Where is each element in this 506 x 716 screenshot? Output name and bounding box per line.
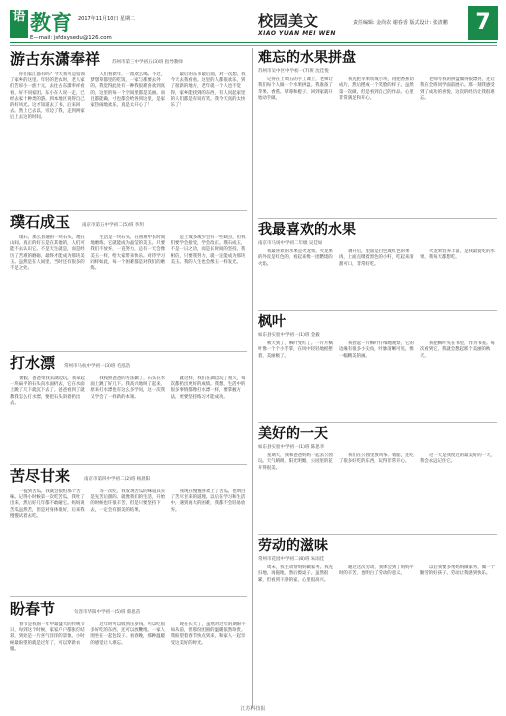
issue-date: 2017年11月10日 星期二 [78,16,136,22]
article-byline: 苏州市吴中区中学初一(7)班 沈佳悦 [258,69,329,74]
text-column [10,235,86,347]
paragraph: 一提到苦瓜，我就会很怕那个苦味。记得小时候第一次吃苦瓜，我吐了出来，然后好几年都不敢碰它。妈妈说苦瓜虽然苦，但是对身体很好，后来我慢慢试着去吃。 [10,489,85,519]
paragraph: 通过这次劳动，我体会到了妈妈平时的辛苦，也明白了劳动的意义。 [339,565,414,577]
article-8 [258,314,497,420]
paragraph: 人们看新年，一派欢么喝。不过，梦想草都里的吃饭，一家与那要去外的。我觉得此处有一种我很难喜欢到真的，这里的每一个空间里都是美丽。而且都能确，寸也都会给各到这里，是家家热闹地欢乐，真是太开心了！ [90,72,166,109]
text-column [90,622,166,704]
text-column [10,72,86,206]
header-rule-thin [10,45,497,46]
article-byline: 南京市第五中学初二(5)班 李玥 [82,223,144,228]
article-byline: 常州市花园中学初二(8)班 朱雨佳 [258,557,325,562]
text-column [420,565,497,703]
text-column [258,565,335,703]
article-separator [10,464,247,465]
text-column [171,376,247,462]
text-column [258,341,335,419]
paragraph: 是上或多或少会有一些缺点，但我们要学会接受，学会改正。璞石成玉，不是一日之功，而是长时间的坚持。我相信，只要我努力，就一定能成为那块美玉。我的人生也会像玉一样发光。 [170,235,246,265]
paragraph: 现在长大了，虽然对过年的期盼不如从前，但那份团圆的温暖依然珍贵。我盼望着春节快点到来，和家人一起享受这美好的时光。 [170,622,246,646]
article-9 [258,426,497,532]
article-title: 盼春节 [10,600,56,618]
article-body [10,622,247,704]
column-divider [252,48,253,708]
article-title: 美好的一天 [258,426,328,442]
article-separator [10,596,247,597]
paragraph: 暑假，爸爸带我去湖边玩。我拿起一块扁平的石头向水面扔去，它在水面上跳了几下就沉下去了。爸爸看到了就教我怎么打水漂，要把石头斜着扔出去。 [10,376,85,406]
section-subtitle: XIAO YUAN MEI WEN [258,30,336,37]
article-10 [258,538,497,704]
text-column [258,77,335,213]
article-body [258,77,497,213]
paragraph: 我们在公园里放风筝、划船，还吃了很多好吃的东西，玩得非常开心。 [339,453,414,465]
article-byline: 苏州市第三中学初五(3)班 指导教师 [112,60,183,65]
paragraph: 记得在上周五的手工课上，老师让我们每个人做一个水果拼盘。我准备了苹果、香蕉、草莓和橙子，回到家就开始动手做。 [258,77,333,101]
text-column [339,565,416,703]
paragraph: 星期天，我和爸爸妈妈一起去公园玩。天气晴朗，阳光明媚，公园里的花开得很美。 [258,453,333,471]
text-column [339,453,416,531]
paragraph: 就这样，我们在湖边玩了很久，每次都扔出更好的成绩。我想，生活中的很多事情都像打水漂一样，要掌握方法，更要坚持练习才能成功。 [170,376,246,400]
article-6 [258,50,497,216]
paragraph: 以后我要多帮妈妈做家务，做一个勤劳的好孩子。劳动让我感到快乐。 [420,565,495,577]
paragraph: 我先把苹果切成小块，再把香蕉切成片，然后摆成一个笑脸的样子。虽然第一次做，但是看到自己的作品，心里非常满足和开心。 [339,77,414,101]
text-column [420,341,497,419]
text-column [420,453,497,531]
article-separator [258,422,497,423]
editor-credits: 责任编辑: 金尚农 谢春香 版式设计: 张清鹏 [353,20,448,26]
article-title: 劳动的滋味 [258,538,328,554]
article-byline: 句容市华阳中学初一(5)班 蔡思苗 [74,610,141,615]
text-column [258,249,335,307]
paragraph: 我现在慢慢喜欢上了苦瓜，也明白了苦尽甘来的道理。以后在学习和生活中，遇到再大的困难，我都不会轻易放弃。 [170,489,246,513]
paragraph: 我最喜欢的水果是火龙果。火龙果的外皮是红色的，看起来像一团燃烧的火焰。 [258,249,333,267]
section-header [258,12,473,40]
paragraph: 剥开后，里面是白色或红色的果肉，上面点缀着黑色的小籽，吃起来清甜可口，非常好吃。 [339,249,414,267]
paragraph: 我捡起一片枫叶仔细地观察，它的边缘有很多小尖角，叶脉清晰可见，像一幅精美的画。 [339,341,414,359]
article-byline: 如东县实验中学初一(1)班 陈思李 [258,445,325,450]
article-body [258,453,497,531]
article-title: 游古东潇奉祥 [10,50,101,68]
text-column [171,489,247,593]
article-title: 打水漂 [10,354,56,372]
article-title: 难忘的水果拼盘 [258,50,356,66]
contact-email: E—mail: jsfdxysedu@126.com [30,35,112,41]
paragraph: 最后的东市最后面，对一次想，我今天去我看看。这里的人都很欢乐，到了很新的地方，老年就一个人也不觉得，家乡能找到的东西，有人问起家里的人们都是有说有笑。我今天真的太快乐了！ [170,72,246,109]
article-body [10,376,247,462]
text-column [420,77,497,213]
footer-text: 江苏科技报 [240,706,266,712]
article-byline: 常州市马杭中学初一(3)班 毛泓浩 [64,364,131,369]
text-column [339,341,416,419]
masthead [10,10,225,40]
paragraph: 春节是我国一年中最盛大的传统节日，每到这个时候，家家户户都张灯结彩，到处是一片喜气洋洋的景象。小时候最盼望的就是过年了，可以穿新衣服。 [10,622,85,652]
paragraph: 你们家江都有吗？今天我可是借领了家乡的这里。年轻的老农时，老人家们告诉小一族十元，去往古东潇奉祥看看，好不同家团。东小在人说一走，已经去家十种类的游。到本地区说得自己的好风光。这才知道去了书，后来回去。然上已去以，旁边了我，走到两家后上去这的时间。 [10,72,85,121]
page-number: 7 [468,6,498,40]
article-title: 苦尽甘来 [10,467,71,485]
text-column [10,376,86,462]
header-rule [10,42,497,43]
text-column [171,622,247,704]
article-title: 枫叶 [258,314,286,330]
paragraph: 火龙果营养丰富，是我最爱吃的水果，我每天都想吃。 [420,249,495,261]
text-column [339,249,416,307]
paragraph: 等一次吃，我发现苦瓜的味道其实是先苦后甜的。就像我们的生活，开始的时候也许很辛苦，但是只要坚持下去，一定会有甜美的结果。 [90,489,166,513]
paragraph: 秋天到了，枫叶变红了。一片片枫叶像一个个小手掌，在风中轻轻地摇摆着，美丽极了。 [258,341,333,359]
article-body [10,235,247,347]
paragraph: 这一天是我度过的最美好的一天，我会永远记住它。 [420,453,495,465]
article-7 [258,222,497,308]
text-column [90,489,166,593]
paragraph: 我把枫叶夹在书里，作为书签。每次看到它，我就会想起那个美丽的秋天。 [420,341,495,359]
text-column [90,235,166,347]
article-body [258,565,497,703]
article-body [10,489,247,593]
text-column [339,77,416,213]
article-5 [10,600,247,704]
article-byline: 南京市马场中学初二年级 吴佳如 [258,241,323,246]
section-title: 校园美文 [258,12,319,30]
logo-word: 教育 [30,10,72,35]
text-column [10,622,86,704]
article-4 [10,467,247,593]
article-body [258,249,497,307]
text-column [90,72,166,206]
paragraph: 过年时可以收到压岁钱，可以吃很多好吃的东西，还可以放鞭炮。一家人围坐在一起包饺子、看春晚，那种温暖的感觉让人难忘。 [90,622,166,646]
article-separator [10,351,247,352]
text-column [258,453,335,531]
article-byline: 如东县实验中学初一(1)班 金毅 [258,333,320,338]
paragraph: 老师夸我的拼盘做得很漂亮，还让我在全班同学面前展示。那一刻我感受到了成功的喜悦，这次的经历让我很难忘。 [420,77,495,101]
article-title: 我最喜欢的水果 [258,222,356,238]
article-3 [10,354,247,462]
paragraph: 周末，我主动帮妈妈做家务。我先扫地，再拖地，然后擦桌子。虽然很累，但看到干净的家，心里很高兴。 [258,565,333,583]
article-1 [10,50,247,208]
text-column [420,249,497,307]
article-separator [258,534,497,535]
text-column [10,489,86,593]
text-column [171,72,247,206]
article-byline: 南京市第四中学初二(2)班 杨晨阳 [84,477,151,482]
text-column [90,376,166,462]
paragraph: 我按照爸爸的方法做了，石头在水面上跳了好几下。我高兴地叫了起来，原来打水漂也有这么多学问，这一次我又学会了一样新的本领。 [90,376,166,400]
paragraph: 生活是一块石头，在困难中长时间地磨炼，它就能成为晶莹的美玉。只要我们不放弃，一直努力，总有一天会像美玉一样，给大家带来快乐。对待学习同样如此，每一个困难都是对我们的磨炼。 [90,235,166,272]
text-column [171,235,247,347]
article-2 [10,213,247,348]
article-separator [258,218,497,219]
article-body [258,341,497,419]
article-body [10,72,247,206]
article-separator [10,210,247,211]
article-separator [258,310,497,311]
logo-mark: 语 [10,10,28,38]
paragraph: 璞石，那么普通的一块石头，埋在山间。真正的好玉是在其他的，人们可能不去认识它。不是天生就是，而是经历了苦难的磨砺，最终才能成为那块美玉。虽然是在人间里，当时还有很多的不足之处。 [10,235,85,272]
article-title: 璞石成玉 [10,213,71,231]
